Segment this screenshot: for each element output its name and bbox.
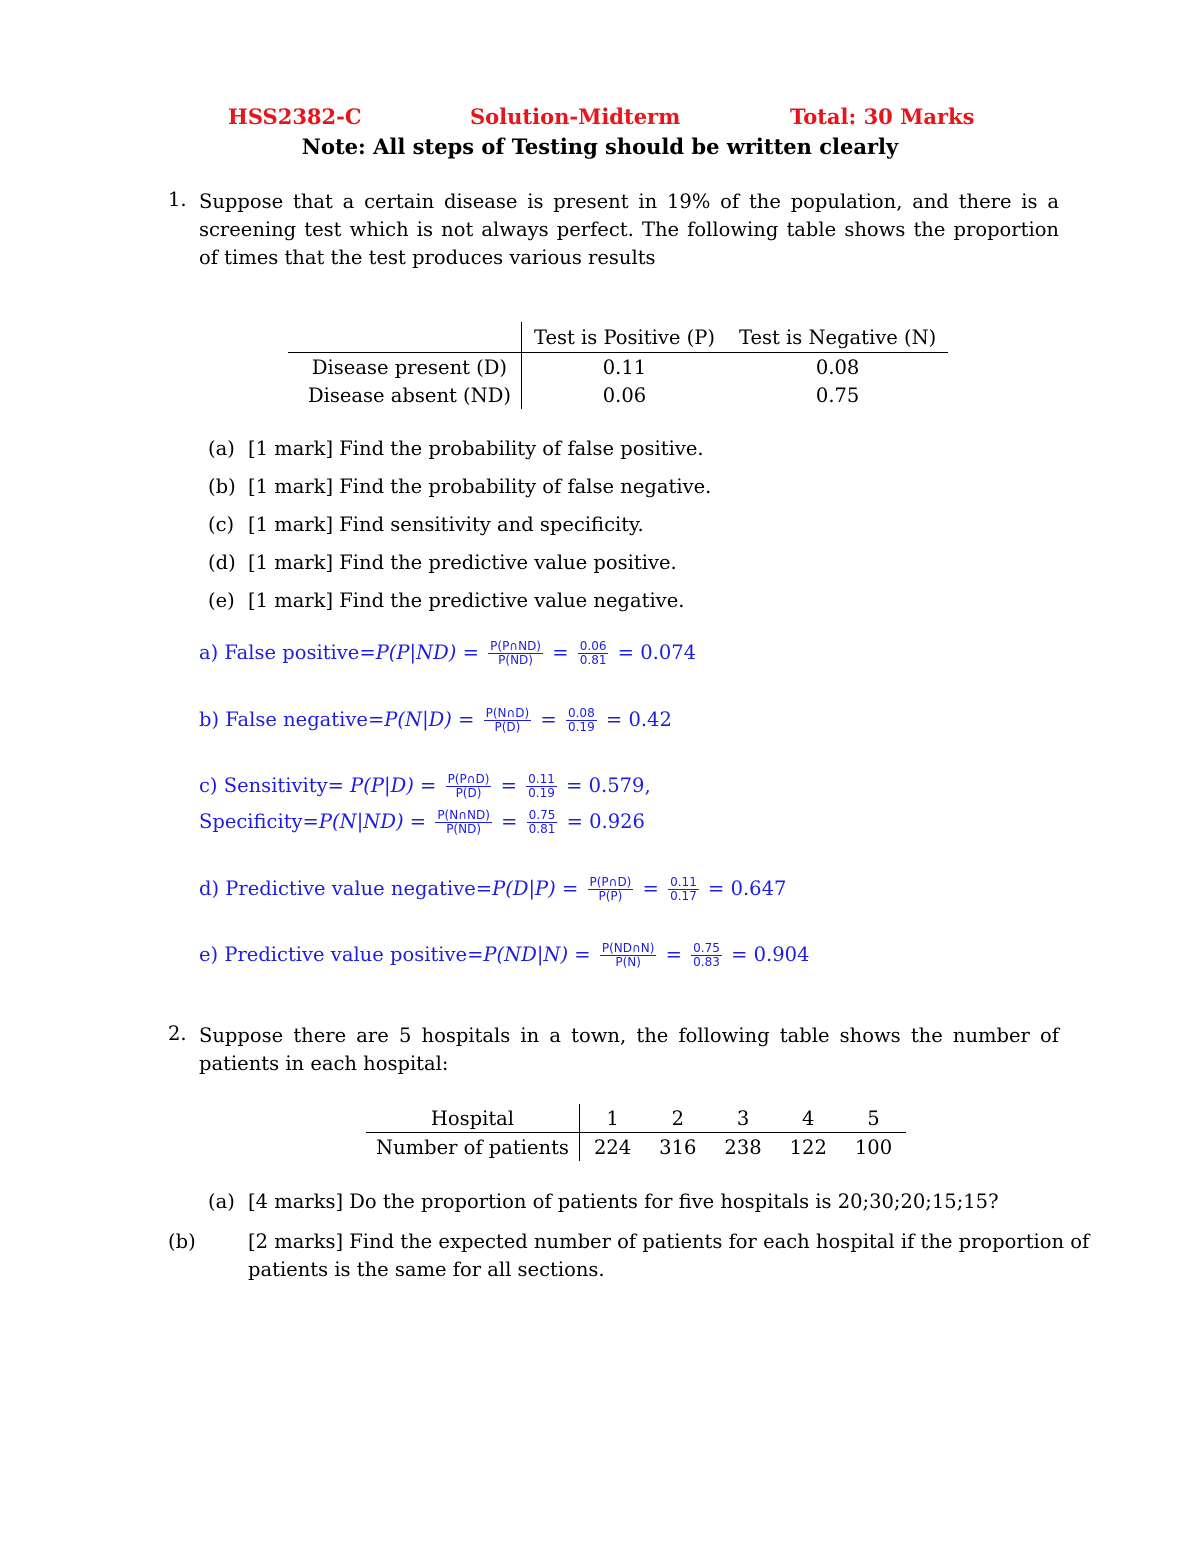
table-corner bbox=[288, 322, 521, 353]
table-cell: 3 bbox=[710, 1104, 775, 1133]
fraction: $\frac{0.11}{0.17}$ bbox=[670, 875, 697, 903]
fraction: $\frac{P(N\cap ND)}{P(ND)}$ bbox=[437, 808, 490, 836]
subquestion-label: (b) bbox=[208, 475, 236, 498]
fraction: $\frac{P(P\cap ND)}{P(ND)}$ bbox=[490, 639, 541, 667]
exam-title: Solution-Midterm bbox=[470, 104, 681, 129]
subquestion bbox=[208, 1190, 999, 1213]
solution-result: = 0.926 bbox=[566, 810, 645, 833]
solution-result: = 0.074 bbox=[617, 641, 697, 664]
table-cell: 1 bbox=[579, 1104, 645, 1133]
solution-c-specificity: Specificity=P(N|ND) = $\frac{P(N\cap ND)}{P(ND)}$ = $\frac{0.75}{0.81}$ = 0.926 bbox=[199, 808, 645, 836]
table-row bbox=[288, 353, 948, 382]
subquestion-label: (d) bbox=[208, 551, 236, 574]
fraction: $\frac{P(N\cap D)}{P(D)}$ bbox=[485, 706, 530, 734]
solution-expression: P(P|D) = bbox=[350, 774, 437, 797]
fraction: $\frac{0.11}{0.19}$ bbox=[528, 772, 555, 800]
solution-expression: P(P|ND) = bbox=[375, 641, 479, 664]
solution-expression: P(N|ND) = bbox=[318, 810, 427, 833]
fraction: $\frac{0.75}{0.83}$ bbox=[693, 941, 720, 969]
table-cell: 122 bbox=[789, 1135, 827, 1159]
solution-a: a) False positive=P(P|ND) = $\frac{P(P\cap ND)}{P(ND)}$ = $\frac{0.06}{0.81}$ = 0.074 bbox=[199, 639, 697, 667]
fraction: $\frac{0.08}{0.19}$ bbox=[567, 706, 595, 734]
subquestion bbox=[208, 437, 704, 460]
fraction: $\frac{P(P\cap D)}{P(P)}$ bbox=[589, 875, 632, 903]
table-row bbox=[366, 1133, 906, 1162]
solution-prefix: b) False negative= bbox=[199, 708, 385, 731]
row-label: Disease present (D) bbox=[288, 353, 521, 382]
subquestion-label: (b) bbox=[168, 1230, 196, 1253]
solution-prefix: c) Sensitivity= bbox=[199, 774, 351, 797]
subquestion-text: [1 mark] Find the predictive value negative. bbox=[248, 589, 685, 612]
course-code: HSS2382-C bbox=[228, 104, 362, 129]
hospital-table bbox=[366, 1104, 906, 1161]
fraction: $\frac{P(ND\cap N)}{P(N)}$ bbox=[601, 941, 655, 969]
solution-result: = 0.904 bbox=[731, 943, 810, 966]
fraction: $\frac{P(P\cap D)}{P(D)}$ bbox=[447, 772, 490, 800]
table-cell: 0.11 bbox=[602, 355, 647, 379]
total-marks: Total: 30 Marks bbox=[790, 104, 975, 129]
solution-prefix: d) Predictive value negative= bbox=[199, 877, 493, 900]
table-cell: 0.75 bbox=[815, 383, 860, 407]
table-row bbox=[366, 1104, 906, 1133]
solution-e: e) Predictive value positive=P(ND|N) = $\frac{P(ND\cap N)}{P(N)}$ = $\frac{0.75}{0.83}$ = 0.904 bbox=[199, 941, 810, 969]
table-cell: 224 bbox=[593, 1135, 632, 1159]
subquestion-label: (a) bbox=[208, 437, 235, 460]
question-1-text: Suppose that a certain disease is present in 19% of the population, and there is a screening test which is not always perfect. The following table shows the proportion of times that the test produces various results bbox=[199, 190, 1059, 269]
question-1-number: 1. bbox=[168, 188, 187, 211]
disease-test-table bbox=[288, 322, 948, 409]
solution-expression: P(ND|N) = bbox=[483, 943, 591, 966]
subquestion-text: [1 mark] Find the probability of false negative. bbox=[248, 475, 712, 498]
fraction: $\frac{0.06}{0.81}$ bbox=[579, 639, 607, 667]
table-row bbox=[288, 381, 948, 409]
solution-prefix: a) False positive= bbox=[199, 641, 376, 664]
table-cell: 4 bbox=[776, 1104, 841, 1133]
solution-prefix: e) Predictive value positive= bbox=[199, 943, 484, 966]
subquestion-label: (e) bbox=[208, 589, 235, 612]
solution-c-sensitivity: c) Sensitivity= P(P|D) = $\frac{P(P\cap D)}{P(D)}$ = $\frac{0.11}{0.19}$ = 0.579, bbox=[199, 772, 651, 800]
fraction: $\frac{0.75}{0.81}$ bbox=[528, 808, 556, 836]
table-cell: 2 bbox=[645, 1104, 710, 1133]
table-cell: 238 bbox=[724, 1135, 762, 1159]
subquestion-text: [1 mark] Find the predictive value positive. bbox=[248, 551, 677, 574]
table-cell: 0.08 bbox=[815, 355, 860, 379]
solution-expression: P(N|D) = bbox=[384, 708, 475, 731]
subquestion-text: [4 marks] Do the proportion of patients for five hospitals is 20;30;20;15;15? bbox=[248, 1190, 999, 1213]
col-header-positive: Test is Positive (P) bbox=[521, 322, 727, 353]
solution-result: = 0.647 bbox=[708, 877, 787, 900]
subquestion-label: (c) bbox=[208, 513, 235, 536]
subquestion-text: [1 mark] Find the probability of false positive. bbox=[248, 437, 704, 460]
subquestion-text: [1 mark] Find sensitivity and specificity. bbox=[248, 513, 644, 536]
row-label: Disease absent (ND) bbox=[288, 381, 521, 409]
table-cell: 5 bbox=[841, 1104, 906, 1133]
table-cell: 100 bbox=[854, 1135, 893, 1159]
col-header-negative: Test is Negative (N) bbox=[727, 322, 948, 353]
table-cell: 316 bbox=[659, 1135, 697, 1159]
question-2-number: 2. bbox=[168, 1022, 187, 1045]
solution-expression: P(D|P) = bbox=[492, 877, 579, 900]
subquestion bbox=[208, 589, 684, 612]
solution-b: b) False negative=P(N|D) = $\frac{P(N\cap D)}{P(D)}$ = $\frac{0.08}{0.19}$ = 0.42 bbox=[199, 706, 672, 734]
solution-d: d) Predictive value negative=P(D|P) = $\frac{P(P\cap D)}{P(P)}$ = $\frac{0.11}{0.17}$ = 0.647 bbox=[199, 875, 787, 903]
subquestion bbox=[208, 513, 644, 536]
row-label: Hospital bbox=[366, 1104, 579, 1133]
exam-note: Note: All steps of Testing should be written clearly bbox=[301, 134, 899, 159]
solution-prefix: Specificity= bbox=[199, 810, 319, 833]
solution-result: = 0.42 bbox=[605, 708, 672, 731]
question-2-text: Suppose there are 5 hospitals in a town, the following table shows the number of patients in each hospital: bbox=[199, 1024, 1059, 1075]
subquestion-label: (a) bbox=[208, 1190, 235, 1213]
subquestion-text: [2 marks] Find the expected number of patients for each hospital if the proportion of patients is the same for all sections. bbox=[248, 1230, 1090, 1281]
row-label: Number of patients bbox=[366, 1133, 579, 1162]
table-cell: 0.06 bbox=[602, 383, 647, 407]
solution-result: = 0.579, bbox=[566, 774, 651, 797]
subquestion bbox=[208, 551, 677, 574]
subquestion bbox=[168, 1228, 1100, 1284]
subquestion bbox=[208, 475, 711, 498]
